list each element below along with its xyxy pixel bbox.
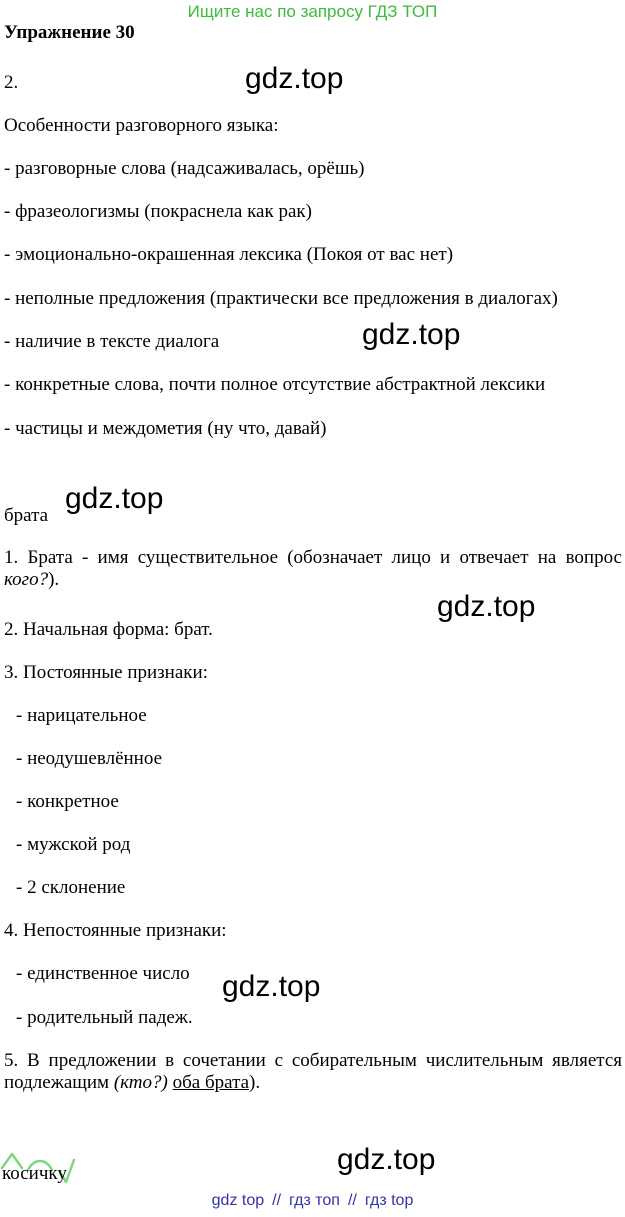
list-item: - 2 склонение [16,877,126,898]
section-heading: Особенности разговорного языка: [4,115,279,136]
list-item: - наличие в тексте диалога [4,331,220,352]
list-item: - родительный падеж. [16,1007,193,1028]
list-item: - конкретное [16,791,119,812]
watermark: gdz.top [245,62,344,95]
watermark: gdz.top [437,590,536,623]
top-banner: Ищите нас по запросу ГДЗ ТОП [187,2,438,21]
footer-separator: // [347,1192,357,1209]
analysis-point-3: 3. Постоянные признаки: [4,662,208,683]
watermark: gdz.top [337,1143,436,1176]
analysis-point-2: 2. Начальная форма: брат. [4,619,213,640]
exercise-title: Упражнение 30 [4,22,135,43]
footer-separator: // [272,1192,282,1209]
analysis-point-4: 4. Непостоянные признаки: [4,920,227,941]
list-item: - неполные предложения (практически все предложения в диалогах) [4,288,558,309]
watermark: gdz.top [222,970,321,1003]
part-number: 2. [4,72,19,93]
next-word: косичку [2,1163,67,1184]
footer-link[interactable]: gdz top [211,1192,265,1209]
footer-link[interactable]: гдз top [364,1192,414,1209]
analysis-point-5: 5. В предложении в сочетании с собирательным числительным является подлежащим (кто?) оба брата). [4,1050,622,1093]
list-item: - разговорные слова (надсаживалась, орёшь) [4,158,365,179]
list-item: - эмоционально-окрашенная лексика (Покоя от вас нет) [4,244,454,265]
list-item: - конкретные слова, почти полное отсутствие абстрактной лексики [4,374,546,395]
analyzed-word: брата [4,505,49,526]
watermark: gdz.top [65,482,164,515]
footer-links [0,1192,625,1210]
analysis-point-1: 1. Брата - имя существительное (обозначает лицо и отвечает на вопрос кого?). [4,547,622,590]
list-item: - фразеологизмы (покраснела как рак) [4,201,312,222]
list-item: - частицы и междометия (ну что, давай) [4,418,327,439]
list-item: - единственное число [16,963,190,984]
footer-link[interactable]: гдз топ [289,1192,340,1209]
list-item: - неодушевлённое [16,748,162,769]
list-item: - мужской род [16,834,131,855]
list-item: - нарицательное [16,705,147,726]
watermark: gdz.top [362,318,461,351]
